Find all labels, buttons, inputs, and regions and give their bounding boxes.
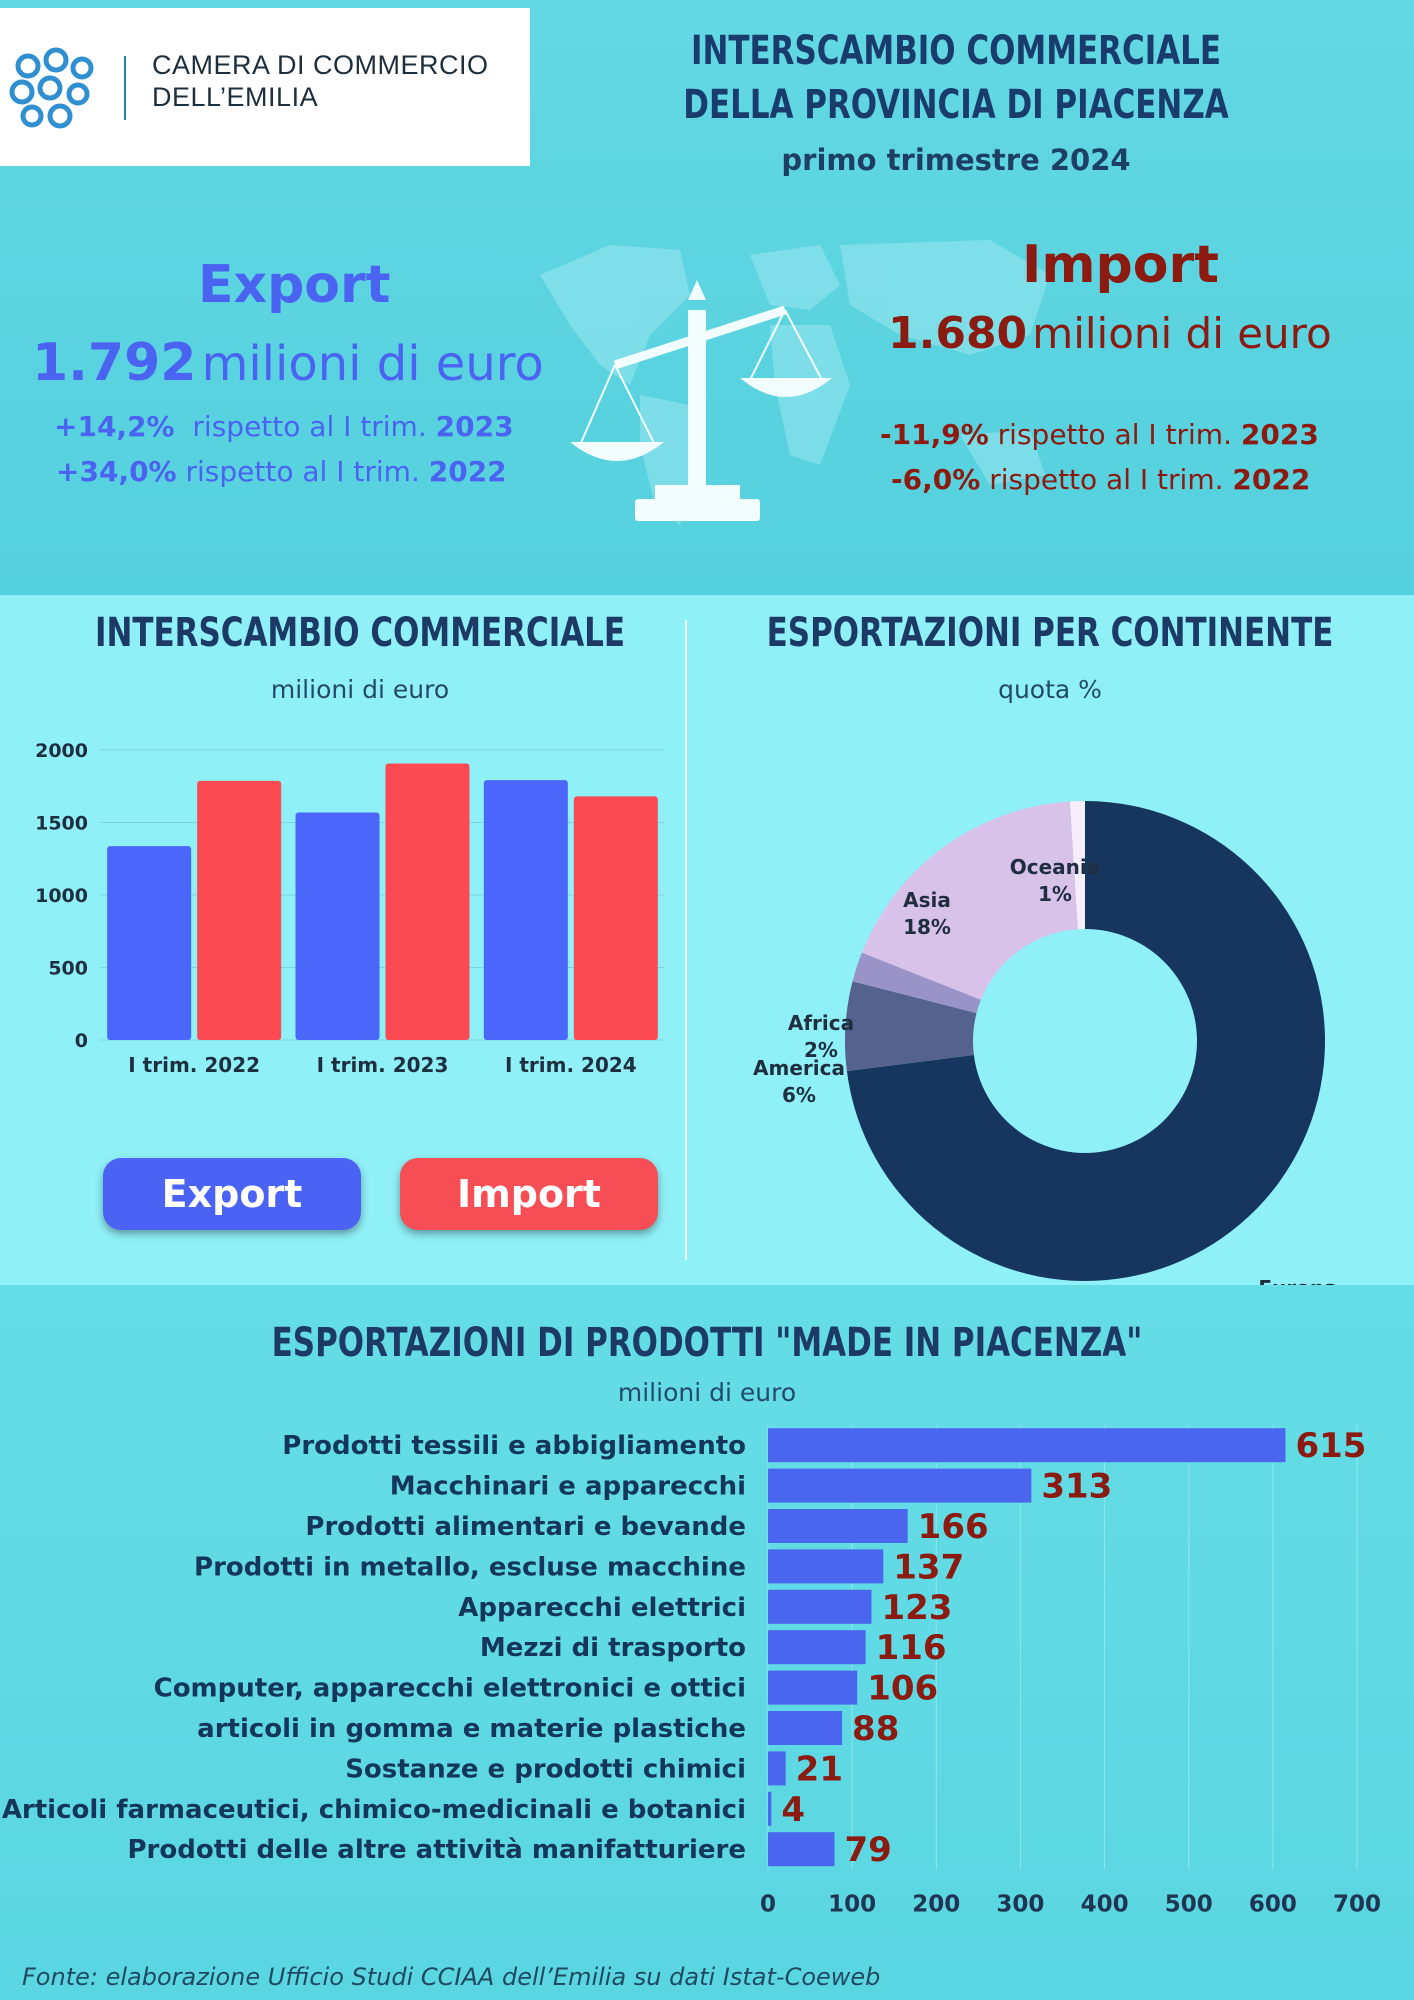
product-bar xyxy=(768,1509,908,1543)
products-chart-subtitle: milioni di euro xyxy=(617,1378,797,1407)
products-section xyxy=(0,1285,1414,2000)
product-bar xyxy=(768,1711,842,1745)
slice-label: Oceania xyxy=(1009,855,1101,879)
x-tick-label: 500 xyxy=(1164,1891,1213,1918)
product-bar xyxy=(768,1792,771,1826)
bar-export-1 xyxy=(107,846,191,1040)
y-tick-label: 500 xyxy=(48,957,88,980)
bar-import-2 xyxy=(386,763,470,1040)
export-change-2023-value: +14,2% xyxy=(54,410,175,443)
product-category-label: Prodotti delle altre attività manifatturiere xyxy=(127,1835,746,1866)
legend-import-button[interactable]: Import xyxy=(400,1158,658,1230)
product-value-label: 123 xyxy=(881,1587,953,1628)
product-value-label: 313 xyxy=(1041,1466,1113,1507)
trade-chart-title: INTERSCAMBIO COMMERCIALE xyxy=(94,610,626,656)
product-bar xyxy=(768,1832,834,1866)
charts-section xyxy=(0,595,1414,1285)
import-unit: milioni di euro xyxy=(1032,309,1332,358)
import-change-2022-text: rispetto al I trim. xyxy=(989,463,1224,496)
export-value: 1.792 xyxy=(32,333,197,393)
import-change-2023 xyxy=(880,418,1319,451)
product-value-label: 166 xyxy=(917,1507,989,1547)
product-category-label: Articoli farmaceutici, chimico-medicinali e botanici xyxy=(1,1794,746,1825)
x-tick-label: 600 xyxy=(1248,1891,1297,1918)
export-change-2023-year: 2023 xyxy=(435,410,514,443)
product-bar xyxy=(768,1630,866,1664)
product-value-label: 615 xyxy=(1295,1426,1367,1467)
slice-value-label: 2% xyxy=(804,1038,838,1062)
source-footnote: Fonte: elaborazione Ufficio Studi CCIAA dell’Emilia su dati Istat-Coeweb xyxy=(22,1963,881,1991)
import-label: Import xyxy=(1022,235,1219,295)
period-subtitle: primo trimestre 2024 xyxy=(781,143,1131,177)
export-change-2022-value: +34,0% xyxy=(56,455,177,488)
product-category-label: articoli in gomma e materie plastiche xyxy=(197,1714,746,1744)
x-tick-label: 700 xyxy=(1332,1891,1382,1918)
y-tick-label: 0 xyxy=(74,1030,88,1052)
product-value-label: 106 xyxy=(867,1668,939,1709)
chamber-logo-icon xyxy=(6,46,98,132)
trade-bar-chart xyxy=(0,735,690,1135)
product-value-label: 137 xyxy=(893,1547,965,1588)
x-tick-label: 300 xyxy=(996,1891,1045,1918)
product-category-label: Prodotti in metallo, escluse macchine xyxy=(194,1552,746,1583)
y-tick-label: 1000 xyxy=(35,885,88,907)
product-bar xyxy=(768,1469,1031,1503)
slice-value-label: 6% xyxy=(782,1083,816,1107)
product-bar xyxy=(768,1428,1285,1462)
export-total xyxy=(32,333,544,393)
product-bar xyxy=(768,1549,883,1583)
import-change-2023-text: rispetto al I trim. xyxy=(997,418,1232,451)
x-tick-label: 100 xyxy=(828,1891,877,1918)
header-section xyxy=(0,0,1414,595)
continent-chart-title: ESPORTAZIONI PER CONTINENTE xyxy=(766,610,1334,656)
bar-export-2 xyxy=(296,812,380,1040)
x-tick-label: I trim. 2023 xyxy=(316,1053,449,1077)
x-tick-label: 200 xyxy=(912,1891,961,1918)
product-category-label: Sostanze e prodotti chimici xyxy=(345,1754,746,1785)
continent-donut-chart xyxy=(700,715,1400,1275)
balance-scale-icon xyxy=(560,270,860,530)
products-hbar-chart xyxy=(0,1425,1414,1918)
product-value-label: 4 xyxy=(781,1789,806,1830)
product-bar xyxy=(768,1671,857,1705)
x-tick-label: I trim. 2024 xyxy=(504,1053,637,1077)
slice-label: Africa xyxy=(787,1011,855,1035)
export-change-2022-year: 2022 xyxy=(428,455,507,488)
product-value-label: 116 xyxy=(875,1628,947,1669)
bar-import-1 xyxy=(197,781,281,1040)
export-change-2022 xyxy=(56,455,507,488)
bar-import-3 xyxy=(574,796,658,1040)
product-value-label: 79 xyxy=(844,1830,892,1871)
x-tick-label: 0 xyxy=(759,1891,777,1918)
logo-panel xyxy=(0,8,530,166)
product-category-label: Macchinari e apparecchi xyxy=(389,1471,746,1502)
product-bar xyxy=(768,1590,871,1624)
page-title-line1: INTERSCAMBIO COMMERCIALE xyxy=(690,28,1222,74)
import-change-2022-year: 2022 xyxy=(1232,463,1311,496)
import-change-2022 xyxy=(891,463,1310,496)
continent-chart-subtitle: quota % xyxy=(998,675,1102,704)
trade-chart-subtitle: milioni di euro xyxy=(270,675,450,704)
products-chart-title: ESPORTAZIONI DI PRODOTTI "MADE IN PIACENZA" xyxy=(271,1320,1143,1366)
x-tick-label: 400 xyxy=(1080,1891,1129,1918)
slice-label: America xyxy=(753,1056,845,1080)
product-value-label: 88 xyxy=(852,1709,900,1749)
logo-text-line2: DELL’EMILIA xyxy=(152,82,319,112)
product-value-label: 21 xyxy=(795,1749,843,1790)
import-value: 1.680 xyxy=(888,308,1028,359)
export-change-2023 xyxy=(54,410,514,443)
export-label: Export xyxy=(198,255,391,315)
logo-text-line1: CAMERA DI COMMERCIO xyxy=(152,50,489,80)
import-change-2023-value: -11,9% xyxy=(880,418,989,451)
export-change-2022-text: rispetto al I trim. xyxy=(185,455,420,488)
y-tick-label: 2000 xyxy=(35,740,88,762)
page-title-line2: DELLA PROVINCIA DI PIACENZA xyxy=(683,82,1229,128)
y-tick-label: 1500 xyxy=(35,812,88,835)
import-total xyxy=(888,308,1332,359)
import-change-2023-year: 2023 xyxy=(1240,418,1319,451)
export-unit: milioni di euro xyxy=(201,336,544,392)
logo-divider xyxy=(124,56,126,120)
product-bar xyxy=(768,1751,786,1785)
export-change-2023-text: rispetto al I trim. xyxy=(192,410,427,443)
slice-label: Asia xyxy=(903,888,951,912)
x-tick-label: I trim. 2022 xyxy=(128,1053,261,1077)
slice-value-label: 1% xyxy=(1038,882,1072,906)
bar-export-3 xyxy=(484,780,568,1040)
product-category-label: Prodotti tessili e abbigliamento xyxy=(282,1431,746,1462)
product-category-label: Apparecchi elettrici xyxy=(458,1592,746,1623)
product-category-label: Computer, apparecchi elettronici e ottici xyxy=(153,1673,746,1704)
import-change-2022-value: -6,0% xyxy=(891,463,981,496)
legend-export-button[interactable]: Export xyxy=(103,1158,361,1230)
product-category-label: Mezzi di trasporto xyxy=(479,1633,746,1664)
slice-value-label: 18% xyxy=(903,915,951,939)
product-category-label: Prodotti alimentari e bevande xyxy=(305,1512,746,1542)
